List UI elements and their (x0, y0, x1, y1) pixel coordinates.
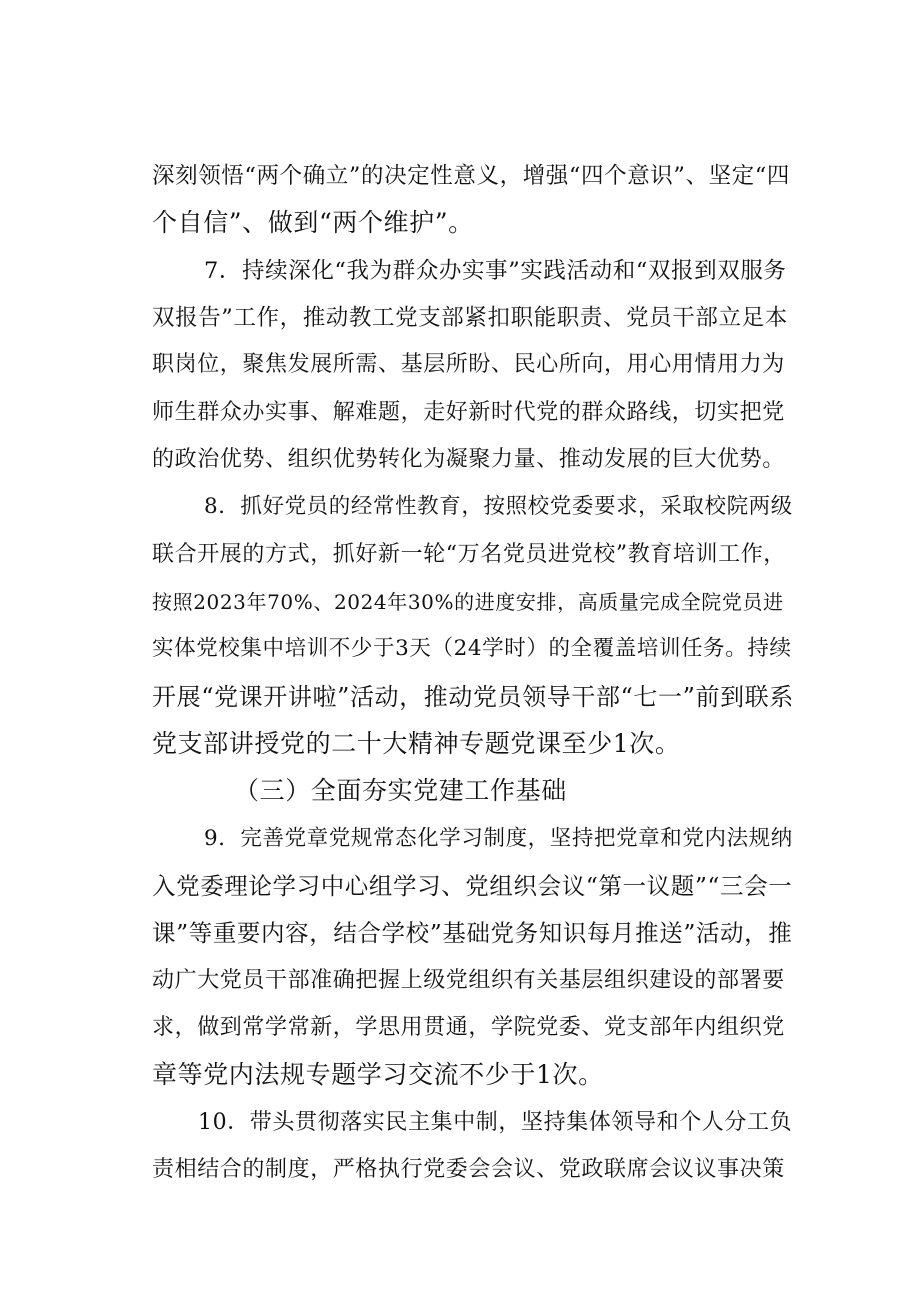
paragraph-9-first-line: 9．完善党章党规常态化学习制度，坚持把党章和党内法规纳 (204, 826, 793, 851)
text-line: 职岗位，聚焦发展所需、基层所盼、民心所向，用心用情用力为 (152, 352, 785, 377)
text-line: 的政治优势、组织优势转化为凝聚力量、推动发展的巨大优势。 (152, 447, 785, 472)
text-line: 开展“党课开讲啦”活动，推动党员领导干部“七一”前到联系 (152, 683, 794, 711)
text-line: 个自信”、做到“两个维护”。 (152, 208, 474, 237)
text-line: 动广大党员干部准确把握上级党组织有关基层组织建设的部署要 (152, 968, 785, 993)
text-line: 课”等重要内容，结合学校”基础党务知识每月推送”活动，推 (152, 919, 793, 947)
text-line: 联合开展的方式，抓好新一轮“万名党员进党校”教育培训工作， (152, 542, 786, 567)
text-line: 章等党内法规专题学习交流不少于1次。 (152, 1060, 604, 1089)
section-heading: （三）全面夯实党建工作基础 (234, 776, 567, 805)
text-line: 责相结合的制度，严格执行党委会会议、党政联席会议议事决策 (152, 1157, 785, 1182)
text-line: 按照2023年70%、2024年30%的进度安排，高质量完成全院党员进 (152, 590, 784, 614)
paragraph-10-first-line: 10．带头贯彻落实民主集中制，坚持集体领导和个人分工负 (198, 1110, 793, 1135)
text-line: 实体党校集中培训不少于3天（24学时）的全覆盖培训任务。持续 (152, 636, 792, 661)
text-line: 深刻领悟“两个确立”的决定性意义，增强“四个意识”、坚定“四 (152, 163, 791, 189)
text-line: 党支部讲授党的二十大精神专题党课至少1次。 (152, 729, 681, 758)
text-line: 入党委理论学习中心组学习、党组织会议“第一议题”“三会一 (152, 872, 793, 900)
paragraph-8-first-line: 8．抓好党员的经常性教育，按照校党委要求，采取校院两级 (204, 494, 793, 519)
paragraph-7-first-line: 7．持续深化“我为群众办实事”实践活动和“双报到双服务 (204, 258, 787, 284)
text-line: 双报告”工作，推动教工党支部紧扣职能职责、党员干部立足本 (152, 305, 788, 331)
text-line: 求，做到常学常新，学思用贯通，学院党委、党支部年内组织党 (152, 1015, 785, 1040)
text-line: 师生群众办实事、解难题，走好新时代党的群众路线，切实把党 (152, 400, 785, 425)
